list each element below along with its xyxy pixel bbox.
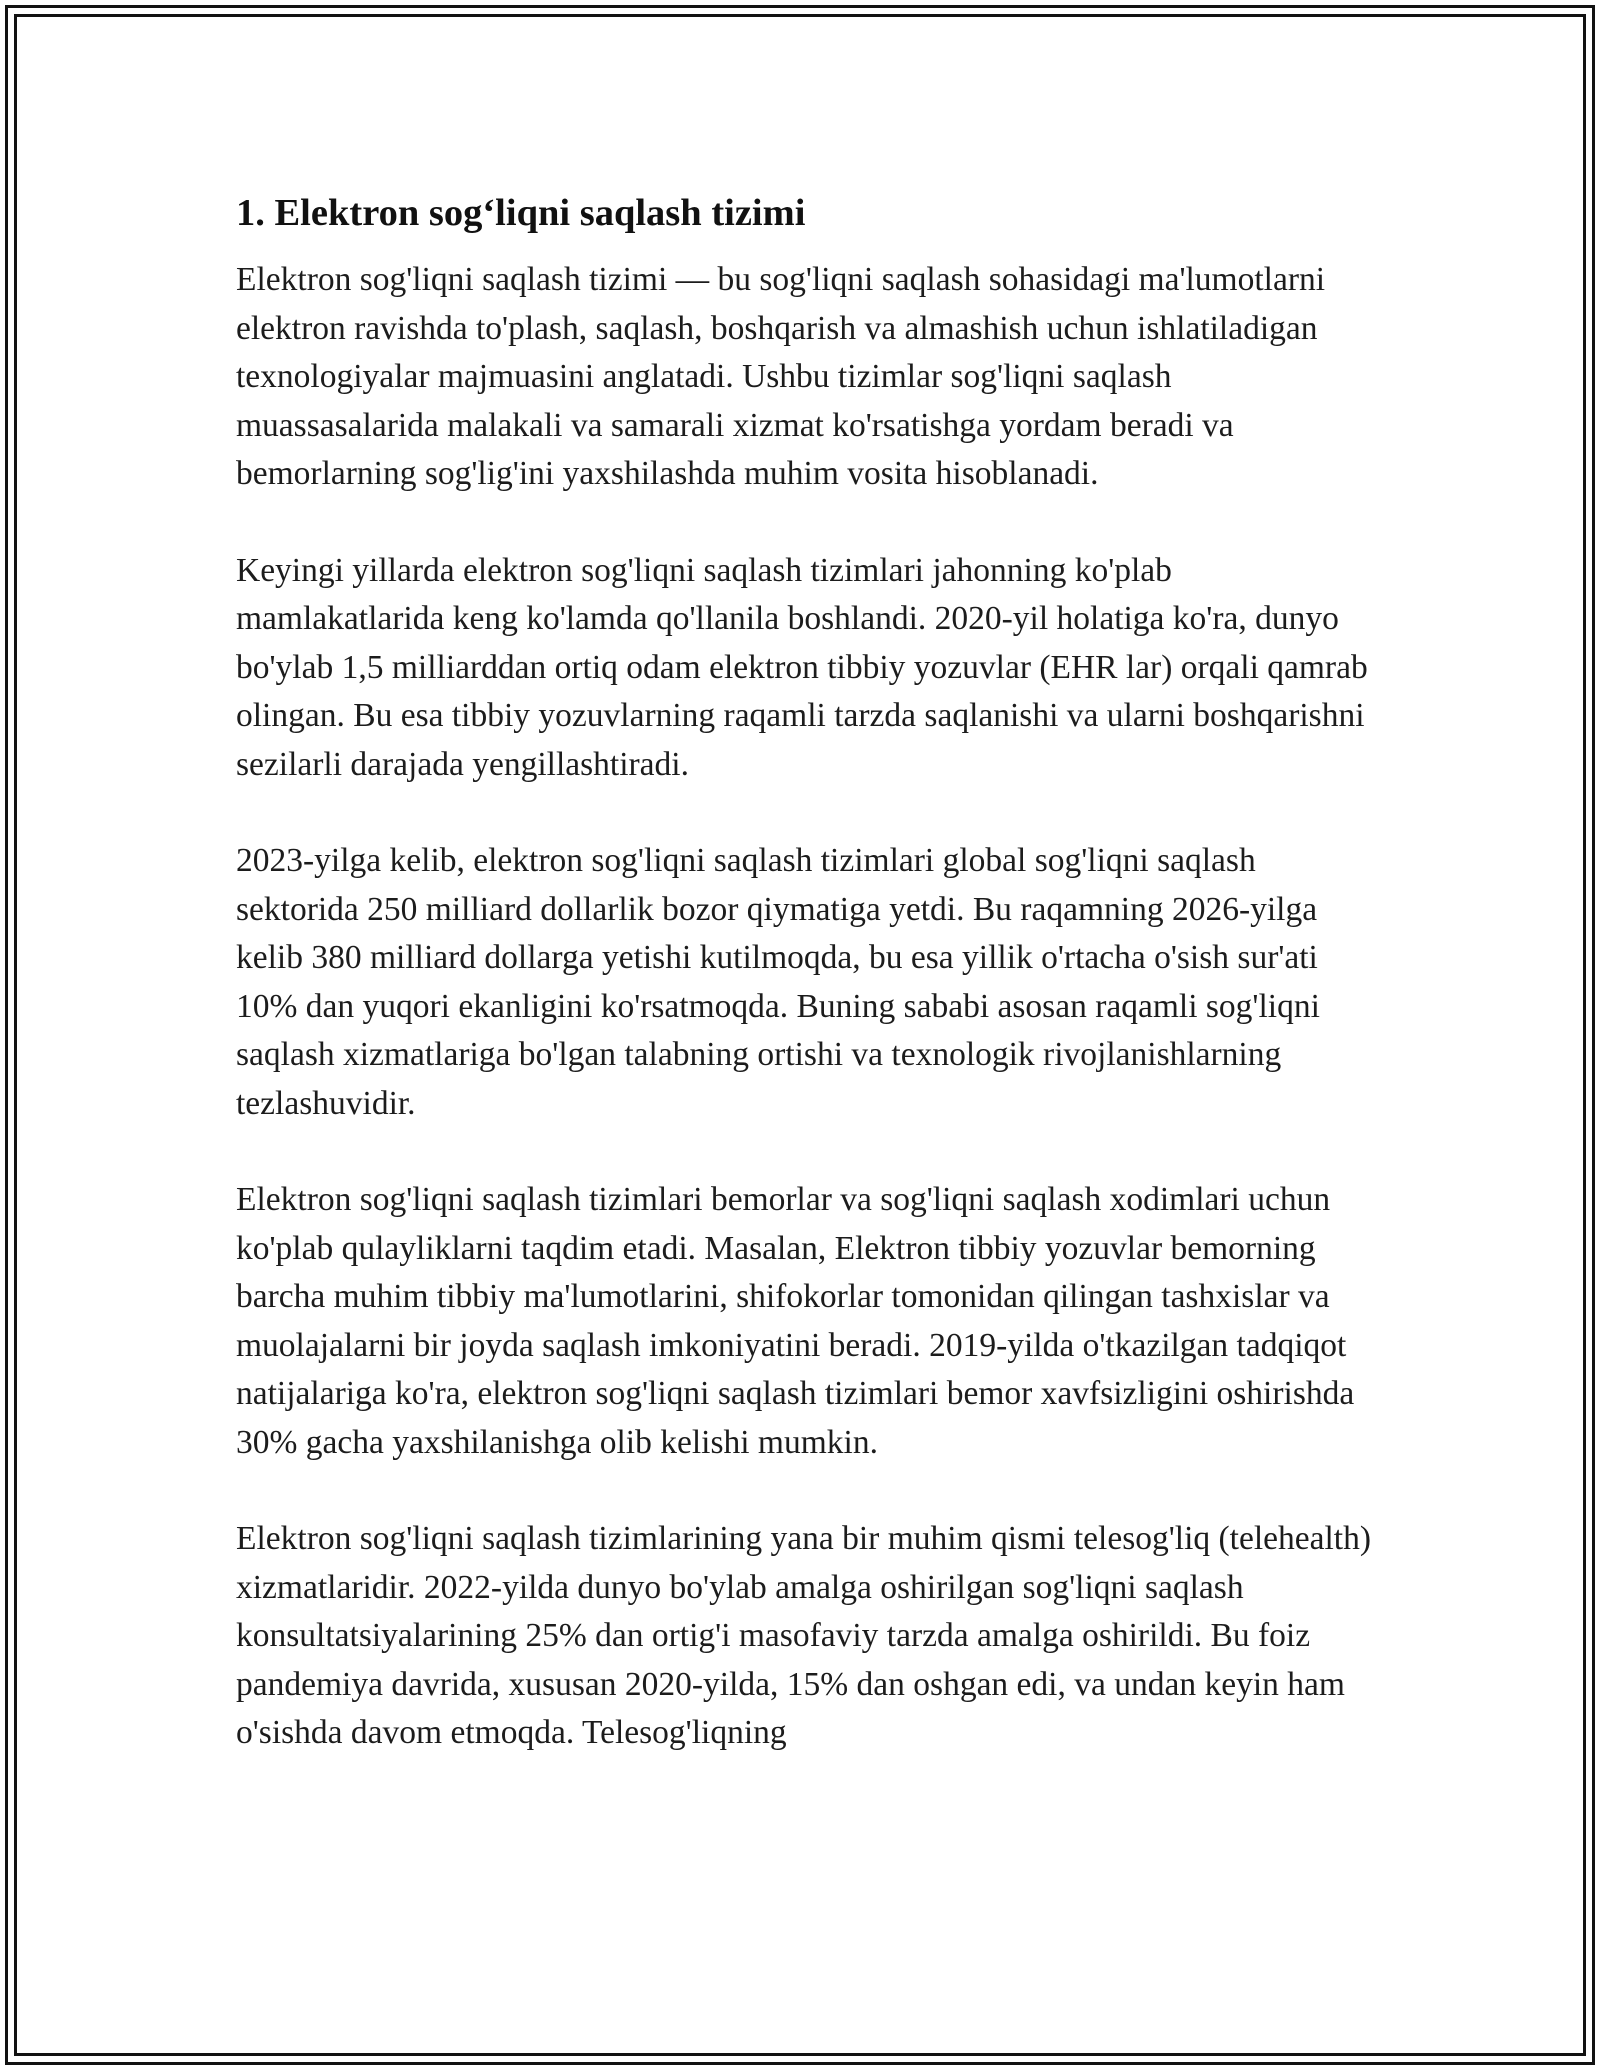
- paragraph-intro: Elektron sog'liqni saqlash tizimi — bu sog'liqni saqlash sohasidagi ma'lumotlarni elektron ravishda to'plash, saqlash, boshqarish va almashish uchun ishlatiladigan texnologiyalar majmuasini anglatadi. Ushbu tizimlar sog'liqni saqlash muassasalarida malakali va samarali xizmat ko'rsatishga yordam beradi va bemorlarning sog'lig'ini yaxshilashda muhim vosita hisoblanadi.: [236, 261, 1326, 492]
- paragraph-market-value: 2023-yilga kelib, elektron sog'liqni saqlash tizimlari global sog'liqni saqlash sektorida 250 milliard dollarlik bozor qiymatiga yetdi. Bu raqamning 2026-yilga kelib 380 milliard dollarga yetishi kutilmoqda, bu esa yillik o'rtacha o'sish sur'ati 10% dan yuqori ekanligini ko'rsatmoqda. Buning sababi asosan raqamli sog'liqni saqlash xizmatlariga bo'lgan talabning ortishi va texnologik rivojlanishlarning tezlashuvidir.: [236, 842, 1320, 1122]
- document-body: [236, 182, 1376, 1806]
- paragraph-telehealth: Elektron sog'liqni saqlash tizimlarining yana bir muhim qismi telesog'liq (telehealth) xizmatlaridir. 2022-yilda dunyo bo'ylab amalga oshirilgan sog'liqni saqlash konsultatsiyalarining 25% dan ortig'i masofaviy tarzda amalga oshirildi. Bu foiz pandemiya davrida, xususan 2020-yilda, 15% dan oshgan edi, va undan keyin ham o'sishda davom etmoqda. Telesog'liqning: [236, 1520, 1372, 1751]
- section-title: 1. Elektron sog‘liqni saqlash tizimi: [236, 192, 806, 234]
- paragraph-benefits: Elektron sog'liqni saqlash tizimlari bemorlar va sog'liqni saqlash xodimlari uchun ko'plab qulayliklarni taqdim etadi. Masalan, Elektron tibbiy yozuvlar bemorning barcha muhim tibbiy ma'lumotlarini, shifokorlar tomonidan qilingan tashxislar va muolajalarni bir joyda saqlash imkoniyatini beradi. 2019-yilda o'tkazilgan tadqiqot natijalariga ko'ra, elektron sog'liqni saqlash tizimlari bemor xavfsizligini oshirishda 30% gacha yaxshilanishga olib kelishi mumkin.: [236, 1181, 1355, 1461]
- paragraph-adoption: Keyingi yillarda elektron sog'liqni saqlash tizimlari jahonning ko'plab mamlakatlarida keng ko'lamda qo'llanila boshlandi. 2020-yil holatiga ko'ra, dunyo bo'ylab 1,5 milliarddan ortiq odam elektron tibbiy yozuvlar (EHR lar) orqali qamrab olingan. Bu esa tibbiy yozuvlarning raqamli tarzda saqlanishi va ularni boshqarishni sezilarli darajada yengillashtiradi.: [236, 551, 1368, 783]
